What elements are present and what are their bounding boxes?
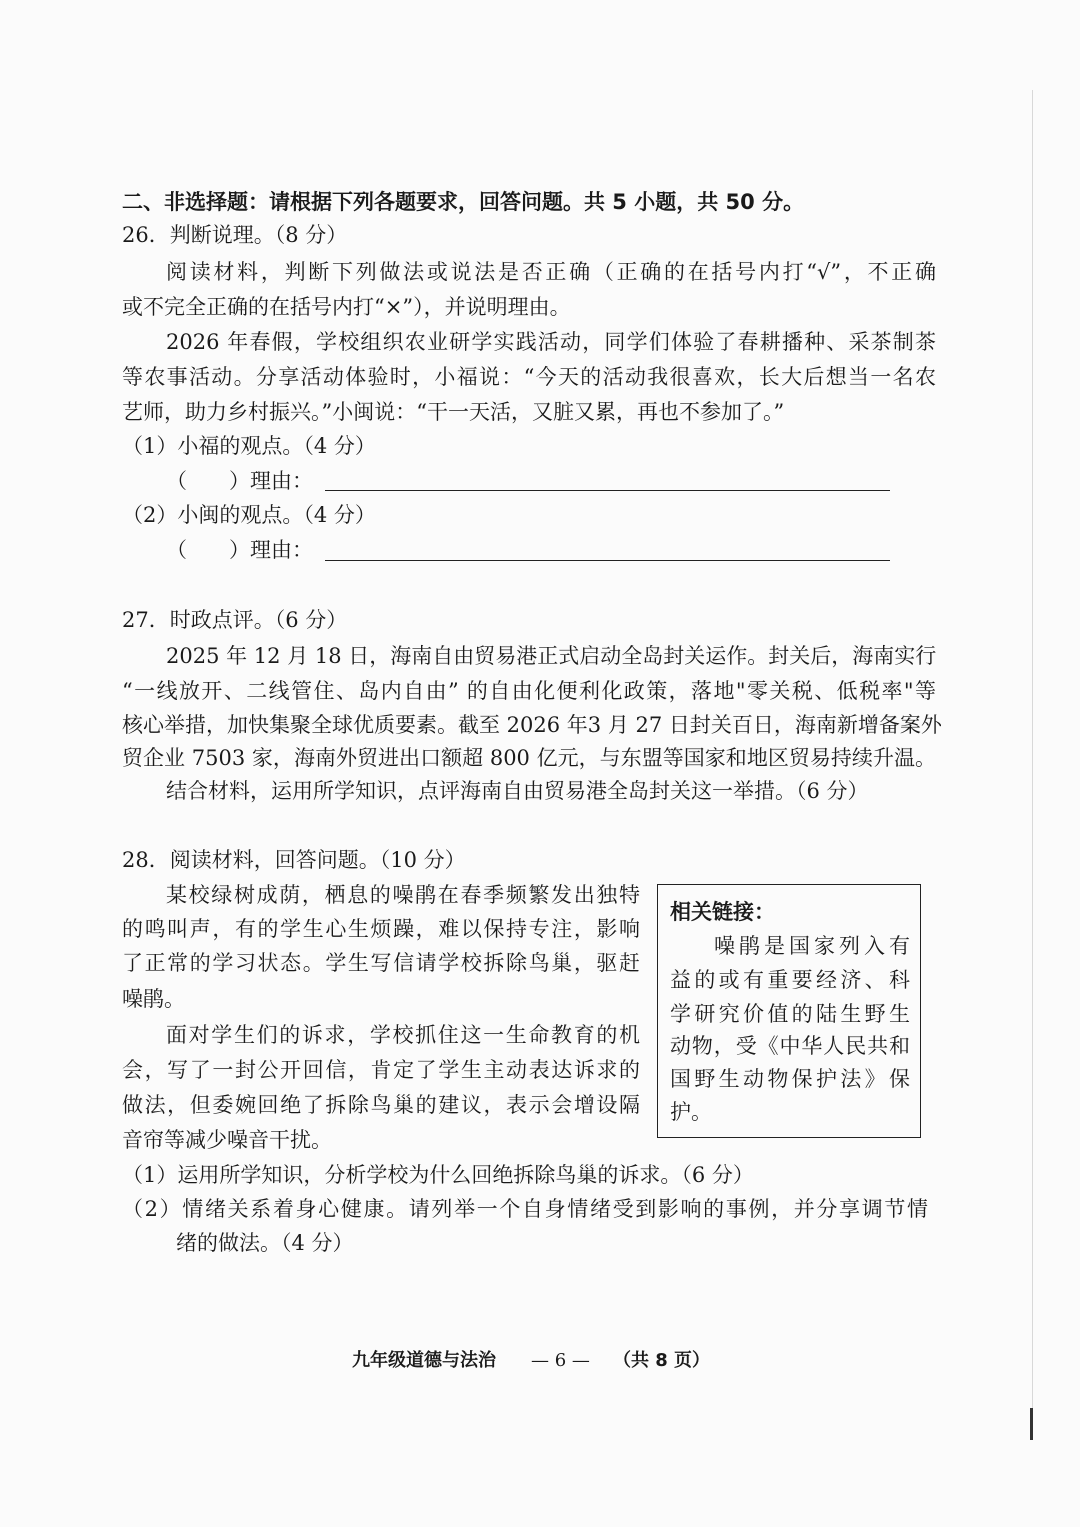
page-edge-mark	[1030, 1408, 1033, 1440]
q27-header: 27．时政点评。（6 分）	[122, 608, 348, 632]
q28-para2-line-4: 音帘等减少噪音干扰。	[122, 1128, 332, 1152]
q27-task: 结合材料，运用所学知识，点评海南自由贸易港全岛封关这一举措。（6 分）	[166, 779, 869, 803]
related-link-line-5: 国野生动物保护法》保	[670, 1067, 910, 1091]
q26-material-line-3: 艺师，助力乡村振兴。”小闽说：“干一天活，又脏又累，再也不参加了。”	[122, 400, 785, 424]
q26-answer2-label: （ ）理由：	[166, 538, 313, 562]
q28-para1-line-4: 噪鹃。	[122, 987, 185, 1011]
q26-answer1-line[interactable]	[325, 490, 890, 491]
q28-sub1: （1）运用所学知识，分析学校为什么回绝拆除鸟巢的诉求。（6 分）	[122, 1163, 754, 1187]
q26-answer1-label: （ ）理由：	[166, 469, 313, 493]
q28-para2-line-3: 做法，但委婉回绝了拆除鸟巢的建议，表示会增设隔	[122, 1093, 640, 1117]
footer-total-pages: （共 8 页）	[613, 1350, 711, 1371]
related-link-line-3: 学研究价值的陆生野生	[670, 1002, 910, 1026]
related-link-line-2: 益的或有重要经济、科	[670, 968, 910, 992]
q28-sub2-line-2: 绪的做法。（4 分）	[176, 1231, 354, 1255]
q28-sub2-line-1: （2）情绪关系着身心健康。请列举一个自身情绪受到影响的事例，并分享调节情	[122, 1197, 928, 1221]
related-link-line-4: 动物，受《中华人民共和	[670, 1034, 910, 1058]
q28-para1-line-3: 了正常的学习状态。学生写信请学校拆除鸟巢，驱赶	[122, 951, 640, 975]
q27-material-line-4: 贸企业 7503 家，海南外贸进出口额超 800 亿元，与东盟等国家和地区贸易持续升温。	[122, 746, 936, 770]
q27-material-line-2: “一线放开、二线管住、岛内自由” 的自由化便利化政策，落地"零关税、低税率"等	[122, 679, 936, 703]
q26-sub2: （2）小闽的观点。（4 分）	[122, 503, 376, 527]
q26-material-line-1: 2026 年春假，学校组织农业研学实践活动，同学们体验了春耕播种、采茶制茶	[166, 330, 936, 354]
q26-sub1: （1）小福的观点。（4 分）	[122, 434, 376, 458]
section-title: 二、非选择题：请根据下列各题要求，回答问题。共 5 小题，共 50 分。	[122, 190, 805, 214]
q26-material-line-2: 等农事活动。分享活动体验时，小福说：“今天的活动我很喜欢，长大后想当一名农	[122, 365, 936, 389]
related-link-box	[657, 884, 921, 1138]
footer-page-number: — 6 —	[531, 1350, 590, 1371]
q26-instr-line-2: 或不完全正确的在括号内打“×”），并说明理由。	[122, 295, 571, 319]
footer-subject: 九年级道德与法治	[352, 1350, 496, 1371]
page-edge-line	[1032, 90, 1033, 1430]
q26-header: 26．判断说理。（8 分）	[122, 223, 348, 247]
related-link-title: 相关链接：	[670, 900, 775, 924]
q28-para1-line-2: 的鸣叫声，有的学生心生烦躁，难以保持专注，影响	[122, 917, 640, 941]
q28-header: 28．阅读材料，回答问题。（10 分）	[122, 848, 466, 872]
q27-material-line-1: 2025 年 12 月 18 日，海南自由贸易港正式启动全岛封关运作。封关后，海南实行	[166, 644, 937, 668]
q26-answer2-line[interactable]	[325, 560, 890, 561]
q28-para2-line-2: 会，写了一封公开回信，肯定了学生主动表达诉求的	[122, 1058, 640, 1082]
q28-para2-line-1: 面对学生们的诉求，学校抓住这一生命教育的机	[166, 1023, 640, 1047]
q27-material-line-3: 核心举措，加快集聚全球优质要素。截至 2026 年3 月 27 日封关百日，海南新增备案外	[122, 713, 942, 737]
q26-instr-line-1: 阅读材料，判断下列做法或说法是否正确（正确的在括号内打“√”，不正确	[166, 260, 936, 284]
q28-para1-line-1: 某校绿树成荫，栖息的噪鹃在春季频繁发出独特	[166, 883, 640, 907]
related-link-line-6: 护。	[670, 1100, 712, 1124]
related-link-line-1: 噪鹃是国家列入有	[714, 934, 910, 958]
